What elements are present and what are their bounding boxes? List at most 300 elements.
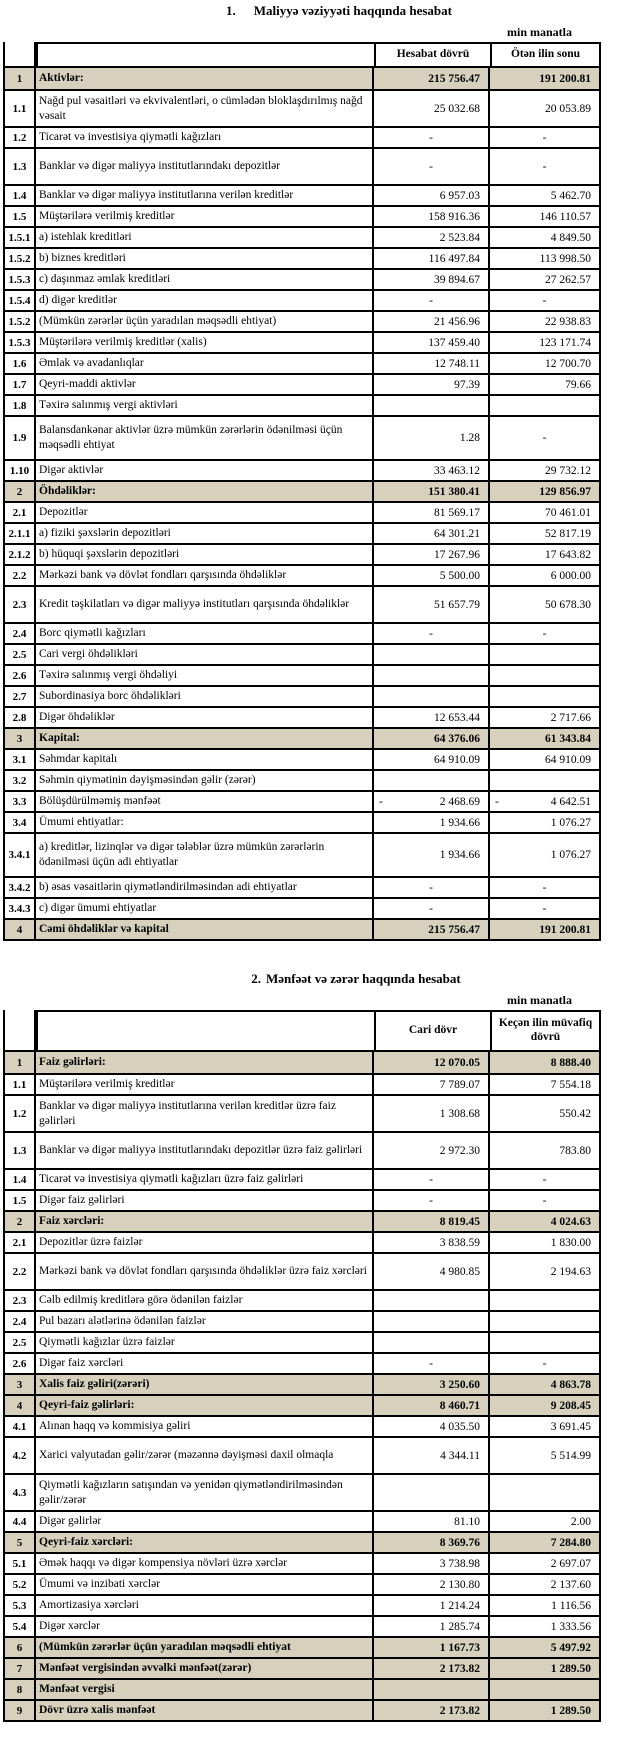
value-current-cell (374, 128, 490, 147)
value-prior-text: 50 678.30 (545, 598, 591, 611)
value-current-cell (374, 524, 490, 543)
value-current-text: 6 957.03 (439, 189, 480, 202)
row-label-cell (36, 687, 374, 706)
minus-sign: - (495, 795, 499, 808)
row-number: 4.1 (5, 1417, 36, 1436)
row-number: 9 (5, 1701, 36, 1720)
row-label: Banklar və digər maliyyə institutlarındakı depozitlər üzrə faiz gəlirləri (39, 1144, 363, 1157)
table-row (5, 310, 599, 331)
row-label-cell (36, 834, 374, 876)
table-row (5, 1678, 599, 1699)
row-label: a) fiziki şəxslərin depozitləri (39, 527, 171, 540)
row-label: Banklar və digər maliyyə institutlarındakı depozitlər (39, 160, 281, 173)
table-row (5, 289, 599, 310)
value-prior-text: 6 000.00 (550, 569, 591, 582)
row-label: Öhdəliklər: (39, 485, 96, 498)
value-current-text: - (429, 1173, 433, 1186)
report2-title-text: Mənfəət və zərər haqqında hesabat (266, 971, 461, 986)
report1-header-main (36, 42, 601, 66)
row-number: 1 (5, 1052, 36, 1073)
row-label: b) biznes kreditləri (39, 252, 126, 265)
value-current-text: 3 250.60 (439, 1378, 480, 1391)
table-row (5, 585, 599, 622)
value-prior-text: 61 343.84 (545, 732, 591, 745)
value-prior-text: 64 910.09 (545, 753, 591, 766)
row-number: 8 (5, 1680, 36, 1699)
row-label-cell (36, 1475, 374, 1510)
value-prior-cell (490, 1233, 599, 1252)
row-number: 1.5.4 (5, 291, 36, 310)
row-label: c) daşınmaz əmlak kreditləri (39, 273, 171, 286)
value-prior-cell (490, 1096, 599, 1131)
row-label: Müştərilərə verilmiş kreditlər (39, 1078, 175, 1091)
row-number: 3.4 (5, 813, 36, 832)
value-prior-cell (490, 899, 599, 918)
value-current-text: 12 070.05 (434, 1056, 480, 1069)
value-current-text: - (429, 1194, 433, 1207)
row-number: 1.5.2 (5, 312, 36, 331)
value-current-cell (374, 624, 490, 643)
value-prior-text: - (542, 1173, 547, 1186)
row-label: c) digər ümumi ehtiyatlar (39, 902, 157, 915)
row-label-cell (36, 878, 374, 897)
value-prior-cell (490, 524, 599, 543)
row-label: Digər gəlirlər (39, 1515, 102, 1528)
report1-header-current-period: Hesabat dövrü (374, 44, 490, 66)
value-prior-text: - (542, 432, 547, 444)
value-current-cell (374, 645, 490, 664)
value-prior-cell (490, 1438, 599, 1473)
row-label-cell (36, 1375, 374, 1394)
value-current-cell (374, 1680, 490, 1699)
table-row (5, 331, 599, 352)
row-label: Balansdankənar aktivlər üzrə mümkün zərərlərin ödənilməsi üçün məqsədli ehtiyat (39, 424, 343, 451)
value-prior-cell (490, 333, 599, 352)
report1-header-row (3, 42, 601, 66)
row-label: Müştərilərə verilmiş kreditlər (39, 210, 175, 223)
row-number: 2.5 (5, 645, 36, 664)
row-number: 1.6 (5, 354, 36, 373)
row-number: 3.3 (5, 792, 36, 811)
table-row (5, 1168, 599, 1189)
profit-loss-report (0, 971, 620, 1722)
table-row (5, 1615, 599, 1636)
value-prior-cell (490, 375, 599, 394)
row-label: Əmək haqqı və digər kompensiya növləri üzrə xərclər (39, 1557, 288, 1570)
value-prior-text: 22 938.83 (545, 315, 591, 328)
value-prior-text: 191 200.81 (539, 923, 591, 936)
row-number: 2.5 (5, 1333, 36, 1352)
row-number: 1.2 (5, 1096, 36, 1131)
value-current-cell (374, 878, 490, 897)
row-label: Kapital: (39, 732, 80, 745)
value-prior-text: 9 208.45 (550, 1399, 591, 1412)
row-number: 4 (5, 1396, 36, 1415)
row-label-cell (36, 375, 374, 394)
value-prior-cell (490, 249, 599, 268)
row-label-cell (36, 1659, 374, 1678)
value-prior-text: 4 642.51 (550, 795, 591, 808)
value-prior-cell (490, 834, 599, 876)
table-row (5, 727, 599, 748)
row-label: Qiymətli kağızların satışından və yenidən qiymətləndirilməsindən gəlir/zərər (39, 1478, 343, 1506)
value-prior-cell (490, 128, 599, 147)
value-prior-cell (490, 1052, 599, 1073)
row-label-cell (36, 524, 374, 543)
row-number: 1.5 (5, 1191, 36, 1210)
value-current-cell (374, 1212, 490, 1231)
table-row (5, 897, 599, 918)
value-prior-cell (490, 291, 599, 310)
value-prior-cell (490, 771, 599, 790)
value-current-text: 39 894.67 (434, 273, 480, 286)
table-row (5, 205, 599, 226)
value-current-text: 1 167.73 (439, 1641, 480, 1654)
row-label: Mərkəzi bank və dövlət fondları qarşısında öhdəliklər (39, 569, 287, 582)
table-row (5, 564, 599, 585)
table-row (5, 1289, 599, 1310)
value-current-text: 4 035.50 (439, 1420, 480, 1433)
row-number: 2.1.1 (5, 524, 36, 543)
value-current-text: 1.28 (459, 432, 480, 444)
row-label-cell (36, 1212, 374, 1231)
value-current-text: - (429, 881, 433, 894)
value-current-text: 5 500.00 (439, 569, 480, 582)
row-number: 1.1 (5, 1075, 36, 1094)
value-current-cell (374, 834, 490, 876)
row-number: 1.3 (5, 149, 36, 184)
row-number: 1.5.1 (5, 228, 36, 247)
value-prior-cell (490, 587, 599, 622)
table-row (5, 459, 599, 480)
row-number: 2.7 (5, 687, 36, 706)
row-label-cell (36, 566, 374, 585)
value-current-cell (374, 771, 490, 790)
value-current-text: 116 497.84 (428, 252, 480, 265)
value-current-text: 21 456.96 (434, 315, 480, 328)
row-label-cell (36, 1333, 374, 1352)
value-current-cell (374, 417, 490, 459)
report2-header-number-cell (3, 1010, 36, 1050)
row-label: a) istehlak kreditləri (39, 231, 132, 244)
value-current-cell (374, 270, 490, 289)
value-prior-cell (490, 1417, 599, 1436)
value-current-cell (374, 1233, 490, 1252)
row-label-cell (36, 1096, 374, 1131)
table-row (5, 394, 599, 415)
table-row (5, 1394, 599, 1415)
value-current-cell (374, 1396, 490, 1415)
row-number: 3.4.2 (5, 878, 36, 897)
row-label-cell (36, 461, 374, 480)
row-number: 1.5.2 (5, 249, 36, 268)
value-prior-text: 2 717.66 (550, 711, 591, 724)
value-current-cell (374, 1333, 490, 1352)
value-current-text: 1 285.74 (439, 1620, 480, 1633)
row-number: 4.3 (5, 1475, 36, 1510)
row-number: 3.1 (5, 750, 36, 769)
profit-loss-table (3, 1050, 601, 1722)
row-number: 4.2 (5, 1438, 36, 1473)
table-row (5, 352, 599, 373)
value-prior-text: 4 849.50 (550, 231, 591, 244)
row-number: 3.2 (5, 771, 36, 790)
value-current-cell (374, 792, 490, 811)
value-prior-text: 2.00 (570, 1515, 591, 1528)
value-prior-cell (490, 792, 599, 811)
value-current-text: 7 789.07 (439, 1078, 480, 1091)
row-label: (Mümkün zərərlər üçün yaradılan məqsədli ehtiyat (39, 1641, 291, 1654)
row-label-cell (36, 729, 374, 748)
minus-sign: - (379, 795, 383, 808)
row-number: 1.3 (5, 1133, 36, 1168)
row-label-cell (36, 1701, 374, 1720)
report2-title (0, 971, 620, 987)
value-prior-text: 7 284.80 (550, 1536, 591, 1549)
table-row (5, 1131, 599, 1168)
table-row (5, 1573, 599, 1594)
value-current-text: 81.10 (454, 1515, 480, 1528)
value-current-cell (374, 666, 490, 685)
row-number: 3 (5, 1375, 36, 1394)
value-current-cell (374, 1475, 490, 1510)
value-prior-cell (490, 1533, 599, 1552)
value-prior-cell (490, 312, 599, 331)
table-row (5, 1510, 599, 1531)
row-label-cell (36, 333, 374, 352)
value-prior-text: 52 817.19 (545, 527, 591, 540)
value-prior-text: 12 700.70 (545, 357, 591, 370)
value-prior-cell (490, 1375, 599, 1394)
value-current-text: 1 934.66 (439, 816, 480, 829)
value-prior-cell (490, 461, 599, 480)
value-prior-cell (490, 878, 599, 897)
row-number: 1.2 (5, 128, 36, 147)
row-label-cell (36, 312, 374, 331)
value-current-cell (374, 587, 490, 622)
value-current-text: 4 344.11 (440, 1449, 480, 1462)
value-current-cell (374, 333, 490, 352)
table-row (5, 832, 599, 876)
table-row (5, 643, 599, 664)
table-row (5, 415, 599, 459)
value-prior-text: 4 863.78 (550, 1378, 591, 1391)
value-prior-cell (490, 1333, 599, 1352)
row-label: Qiymətli kağızlar üzrə faizlər (39, 1336, 175, 1349)
value-current-cell (374, 1575, 490, 1594)
value-current-cell (374, 1075, 490, 1094)
row-label-cell (36, 149, 374, 184)
value-prior-text: 70 461.01 (545, 506, 591, 519)
row-label: Cəmi öhdəliklər və kapital (39, 923, 169, 936)
value-prior-text: 146 110.57 (539, 210, 591, 223)
value-prior-cell (490, 1680, 599, 1699)
value-current-cell (374, 1659, 490, 1678)
value-current-text: 51 657.79 (434, 598, 480, 611)
value-prior-text: - (542, 881, 547, 894)
row-label: b) əsas vəsaitlərin qiymətləndirilməsindən adi ehtiyatlar (39, 881, 297, 894)
row-label: d) digər kreditlər (39, 294, 117, 307)
row-number: 1 (5, 68, 36, 89)
value-current-text: 137 459.40 (428, 336, 480, 349)
table-row (5, 1636, 599, 1657)
value-prior-cell (490, 1575, 599, 1594)
value-prior-cell (490, 687, 599, 706)
row-label-cell (36, 1680, 374, 1699)
value-current-text: 8 819.45 (439, 1215, 480, 1228)
value-current-cell (374, 920, 490, 939)
row-number: 7 (5, 1659, 36, 1678)
row-label: Bölüşdürülməmiş mənfəət (39, 795, 161, 808)
row-label-cell (36, 207, 374, 226)
row-label: (Mümkün zərərlər üçün yaradılan məqsədli ehtiyat) (39, 315, 277, 328)
row-number: 2.2 (5, 1254, 36, 1289)
row-number: 2.1.2 (5, 545, 36, 564)
row-label: Banklar və digər maliyyə institutlarına verilən kreditlər (39, 189, 294, 202)
value-prior-cell (490, 354, 599, 373)
value-current-text: 64 301.21 (434, 527, 480, 540)
row-number: 1.5.3 (5, 270, 36, 289)
table-row (5, 1473, 599, 1510)
row-label: Alınan haqq və kommisiya gəliri (39, 1420, 191, 1433)
table-row (5, 522, 599, 543)
value-current-text: - (429, 131, 433, 144)
row-number: 5 (5, 1533, 36, 1552)
table-row (5, 622, 599, 643)
row-label: Qeyri-faiz xərcləri: (39, 1536, 133, 1549)
value-current-text: 2 173.82 (439, 1704, 480, 1717)
row-label-cell (36, 91, 374, 126)
report2-header-prior-period: Keçən ilin müvafiq dövrü (490, 1012, 599, 1050)
value-prior-text: 17 643.82 (545, 548, 591, 561)
value-current-text: 8 369.76 (439, 1536, 480, 1549)
report1-header-number-cell (3, 42, 36, 66)
row-label-cell (36, 354, 374, 373)
value-current-cell (374, 375, 490, 394)
value-prior-text: 1 830.00 (550, 1236, 591, 1249)
value-prior-text: 1 076.27 (550, 816, 591, 829)
row-label: Müştərilərə verilmiş kreditlər (xalis) (39, 336, 207, 349)
value-prior-cell (490, 1475, 599, 1510)
row-label-cell (36, 813, 374, 832)
row-label: Digər faiz gəlirləri (39, 1194, 125, 1207)
balance-sheet-table (3, 66, 601, 941)
row-label: Digər faiz xərcləri (39, 1357, 124, 1370)
table-row (5, 811, 599, 832)
row-label: Cəlb edilmiş kreditlərə görə ödənilən faizlər (39, 1294, 243, 1307)
value-prior-cell (490, 1291, 599, 1310)
value-prior-cell (490, 1170, 599, 1189)
table-row (5, 664, 599, 685)
value-prior-text: 129 856.97 (539, 485, 591, 498)
row-label: Ümumi və inzibati xərclər (39, 1578, 161, 1591)
value-current-cell (374, 729, 490, 748)
row-label: Digər aktivlər (39, 464, 104, 477)
value-prior-text: 8 888.40 (550, 1056, 591, 1069)
value-current-text: 3 838.59 (439, 1236, 480, 1249)
table-row (5, 1657, 599, 1678)
value-current-cell (374, 1291, 490, 1310)
row-number: 4.4 (5, 1512, 36, 1531)
value-current-text: - (429, 160, 433, 173)
row-label: Mənfəət vergisi (39, 1683, 115, 1696)
value-current-cell (374, 1438, 490, 1473)
row-number: 1.7 (5, 375, 36, 394)
value-current-cell (374, 1554, 490, 1573)
balance-sheet-report (0, 3, 620, 941)
value-prior-cell (490, 1254, 599, 1289)
row-label-cell (36, 1638, 374, 1657)
value-current-cell (374, 249, 490, 268)
row-label: Qeyri-maddi aktivlər (39, 378, 136, 391)
value-current-cell (374, 68, 490, 89)
row-number: 2.1 (5, 1233, 36, 1252)
row-label: Banklar və digər maliyyə institutlarına verilən kreditlər üzrə faiz gəlirləri (39, 1099, 336, 1127)
row-label-cell (36, 1533, 374, 1552)
row-label: Dövr üzrə xalis mənfəət (39, 1704, 156, 1717)
row-label-cell (36, 128, 374, 147)
row-label: Faiz xərcləri: (39, 1215, 105, 1228)
value-current-cell (374, 482, 490, 501)
value-prior-cell (490, 1659, 599, 1678)
value-current-text: 1 934.66 (439, 849, 480, 861)
value-current-text: 17 267.96 (434, 548, 480, 561)
report1-header-prior-period: Ötən ilin sonu (490, 44, 599, 66)
row-label-cell (36, 270, 374, 289)
value-prior-cell (490, 750, 599, 769)
value-current-text: 12 748.11 (434, 357, 480, 370)
row-number: 5.3 (5, 1596, 36, 1615)
value-current-text: 1 214.24 (439, 1599, 480, 1612)
value-current-text: 64 376.06 (434, 732, 480, 745)
row-label-cell (36, 1191, 374, 1210)
value-current-cell (374, 1052, 490, 1073)
value-prior-text: 5 514.99 (550, 1449, 591, 1462)
row-label-cell (36, 1075, 374, 1094)
value-current-cell (374, 461, 490, 480)
report1-unit-label: min manatla (506, 25, 572, 39)
row-label: Səhmdar kapitalı (39, 753, 118, 766)
value-current-cell (374, 1417, 490, 1436)
value-current-text: - (429, 1357, 433, 1370)
value-prior-cell (490, 68, 599, 89)
value-prior-cell (490, 1596, 599, 1615)
table-row (5, 1552, 599, 1573)
value-prior-cell (490, 729, 599, 748)
table-row (5, 1594, 599, 1615)
row-number: 1.5 (5, 207, 36, 226)
value-current-cell (374, 186, 490, 205)
value-current-text: 215 756.47 (428, 72, 480, 85)
row-label: Təxirə salınmış vergi aktivləri (39, 399, 178, 412)
value-prior-text: - (542, 160, 547, 173)
table-row (5, 147, 599, 184)
table-row (5, 184, 599, 205)
value-prior-cell (490, 482, 599, 501)
row-label-cell (36, 186, 374, 205)
row-label: Mənfəət vergisindən əvvəlki mənfəət(zərər) (39, 1662, 252, 1675)
value-prior-cell (490, 396, 599, 415)
row-label: Depozitlər üzrə faizlər (39, 1236, 143, 1249)
value-prior-cell (490, 503, 599, 522)
value-current-cell (374, 1133, 490, 1168)
row-number: 2 (5, 482, 36, 501)
value-prior-cell (490, 186, 599, 205)
row-label-cell (36, 1312, 374, 1331)
row-label-cell (36, 708, 374, 727)
row-label-cell (36, 1438, 374, 1473)
row-label-cell (36, 1291, 374, 1310)
